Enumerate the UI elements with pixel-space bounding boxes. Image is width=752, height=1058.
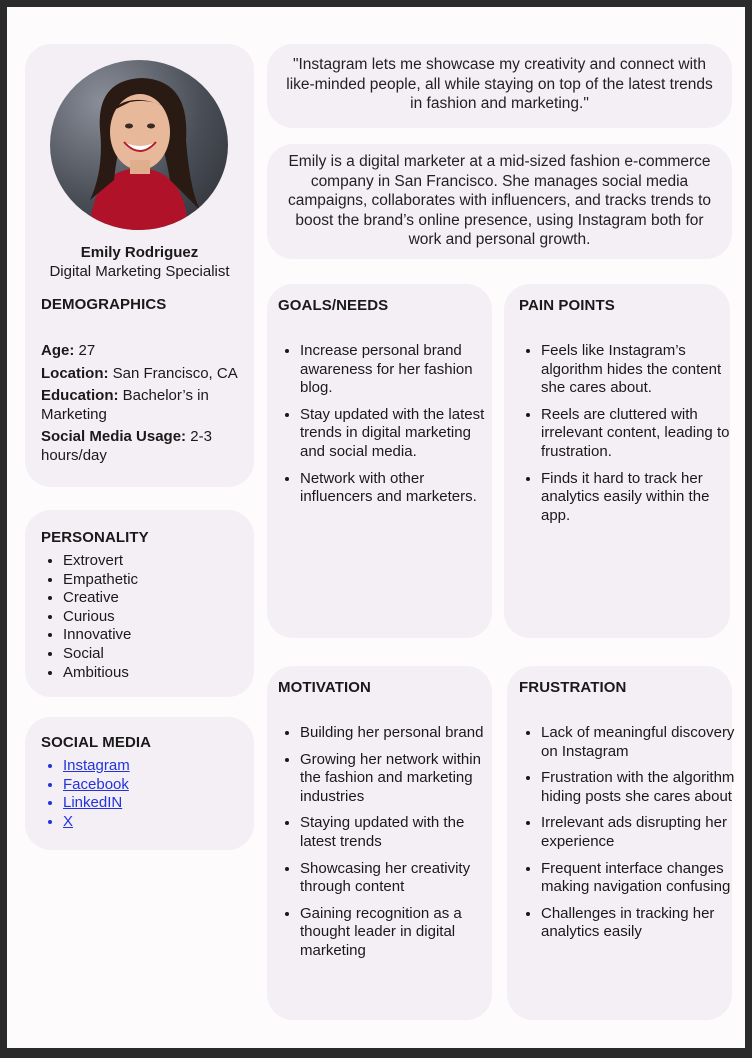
list-item: • Finds it hard to track her analytics easily within the app.	[541, 470, 739, 526]
list-item: • Ambitious	[63, 664, 138, 683]
list-item: • Showcasing her creativity through content	[300, 860, 492, 897]
profile-card	[25, 44, 254, 487]
social-media-heading: SOCIAL MEDIA	[41, 734, 152, 751]
list-item: • Frustration with the algorithm hiding posts she cares about	[541, 769, 739, 806]
frustration-list	[521, 724, 739, 950]
social-link-x	[63, 813, 130, 832]
goals-card	[267, 284, 492, 638]
list-item: • Irrelevant ads disrupting her experience	[541, 814, 739, 851]
list-item: • Staying updated with the latest trends	[300, 814, 492, 851]
list-item: • Building her personal brand	[300, 724, 492, 743]
social-link-facebook	[63, 776, 130, 795]
list-item: • Lack of meaningful discovery on Instagram	[541, 724, 739, 761]
person-portrait-icon	[50, 60, 228, 230]
linkedin-link[interactable]: LinkedIN	[63, 794, 123, 812]
avatar	[50, 60, 228, 230]
demographics-list	[41, 342, 246, 470]
social-links-list	[43, 757, 130, 831]
demo-location: Location: San Francisco, CA	[41, 364, 238, 382]
motivation-heading: MOTIVATION	[278, 679, 371, 696]
list-item: • Network with other influencers and marketers.	[300, 470, 492, 507]
pain-points-heading: PAIN POINTS	[519, 297, 615, 314]
persona-quote: "Instagram lets me showcase my creativity and connect with like-minded people, all while staying on top of the latest trends in fashion and marketing."	[286, 56, 713, 112]
demo-usage: Social Media Usage: 2-3 hours/day	[41, 428, 212, 464]
list-item: • Social	[63, 645, 138, 664]
frustration-heading: FRUSTRATION	[519, 679, 627, 696]
persona-bio: Emily is a digital marketer at a mid-sized fashion e-commerce company in San Francisco. She manages social media campaigns, collaborates with influencers, and tracks trends to boost the brand’s online presence, using Instagram both for work and personal growth.	[287, 153, 712, 248]
demographics-heading: DEMOGRAPHICS	[41, 296, 167, 313]
motivation-list	[280, 724, 492, 969]
pain-points-card	[504, 284, 730, 638]
list-item: • Frequent interface changes making navigation confusing	[541, 860, 739, 897]
goals-list	[280, 342, 492, 515]
facebook-link[interactable]: Facebook	[63, 775, 129, 793]
social-media-card	[25, 717, 254, 850]
list-item: • Curious	[63, 608, 138, 627]
demo-age: Age: 27	[41, 342, 96, 359]
persona-page	[7, 7, 745, 1048]
list-item: • Increase personal brand awareness for her fashion blog.	[300, 342, 492, 398]
profile-title: Digital Marketing Specialist	[49, 263, 230, 280]
list-item: • Feels like Instagram’s algorithm hides the content she cares about.	[541, 342, 739, 398]
instagram-link[interactable]: Instagram	[63, 757, 130, 774]
list-item: • Reels are cluttered with irrelevant content, leading to frustration.	[541, 406, 739, 462]
motivation-card	[267, 666, 492, 1020]
personality-card	[25, 510, 254, 697]
list-item: • Innovative	[63, 626, 138, 645]
social-link-linkedin	[63, 794, 130, 813]
pain-points-list	[521, 342, 739, 533]
goals-heading: GOALS/NEEDS	[278, 297, 389, 314]
list-item: • Stay updated with the latest trends in digital marketing and social media.	[300, 406, 492, 462]
quote-card	[267, 44, 732, 128]
list-item: • Growing her network within the fashion and marketing industries	[300, 751, 492, 807]
profile-name: Emily Rodriguez	[80, 244, 199, 261]
list-item: • Creative	[63, 589, 138, 608]
social-link-instagram	[63, 757, 130, 776]
personality-heading: PERSONALITY	[41, 529, 149, 546]
x-link[interactable]: X	[63, 812, 74, 830]
demo-education: Education: Bachelor’s in Marketing	[41, 387, 209, 423]
bio-card	[267, 144, 732, 259]
list-item: • Empathetic	[63, 571, 138, 590]
list-item: • Extrovert	[63, 552, 138, 571]
list-item: • Challenges in tracking her analytics easily	[541, 905, 739, 942]
frustration-card	[507, 666, 735, 1020]
list-item: • Gaining recognition as a thought leader in digital marketing	[300, 905, 492, 961]
personality-list	[43, 552, 138, 682]
